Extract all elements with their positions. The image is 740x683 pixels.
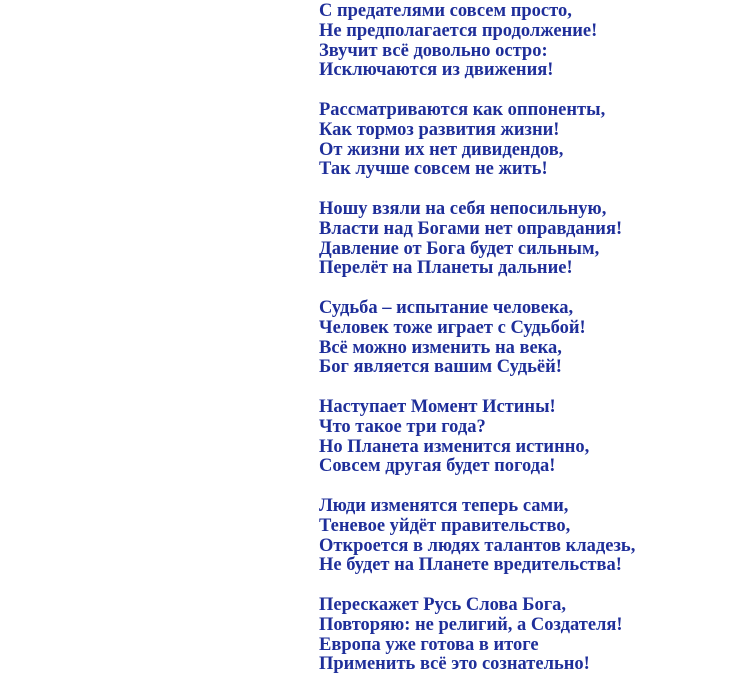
poem-line: Давление от Бога будет сильным, [319, 238, 600, 259]
poem-line: Власти над Богами нет оправдания! [319, 218, 623, 239]
stanza-6 [319, 497, 635, 576]
poem-line: Так лучше совсем не жить! [319, 159, 548, 180]
poem-line: Рассматриваются как оппоненты, [319, 99, 606, 120]
poem-line: Что такое три года? [319, 416, 486, 437]
poem-line: Повторяю: не религий, а Создателя! [319, 614, 623, 635]
poem-line: Звучит всё довольно остро: [319, 40, 548, 61]
stanza-7 [319, 596, 635, 675]
stanza-5 [319, 398, 635, 477]
poem-line: Совсем другая будет погода! [319, 456, 556, 477]
poem-line: Как тормоз развития жизни! [319, 119, 560, 140]
stanza-4 [319, 299, 635, 378]
poem-line: Применить всё это сознательно! [319, 654, 590, 675]
poem-line: Исключаются из движения! [319, 60, 554, 81]
poem-line: Перескажет Русь Слова Бога, [319, 594, 567, 615]
poem-line: Ношу взяли на себя непосильную, [319, 198, 607, 219]
stanza-2 [319, 101, 635, 180]
poem-line: Теневое уйдёт правительство, [319, 515, 571, 536]
poem-text [319, 2, 635, 675]
poem-line: Но Планета изменится истинно, [319, 436, 590, 457]
poem-line: Откроется в людях талантов кладезь, [319, 535, 636, 556]
poem-line: Судьба – испытание человека, [319, 297, 574, 318]
poem-line: Не будет на Планете вредительства! [319, 555, 622, 576]
poem-line: Наступает Момент Истины! [319, 396, 556, 417]
poem-line: Перелёт на Планеты дальние! [319, 258, 573, 279]
poem-line: Всё можно изменить на века, [319, 337, 562, 358]
poem-line: От жизни их нет дивидендов, [319, 139, 564, 160]
poem-line: С предателями совсем просто, [319, 1, 572, 21]
poem-line: Человек тоже играет с Судьбой! [319, 317, 586, 338]
poem-line: Не предполагается продолжение! [319, 20, 598, 41]
poem-line: Европа уже готова в итоге [319, 634, 539, 655]
poem-line: Бог является вашим Судьёй! [319, 357, 562, 378]
stanza-3 [319, 200, 635, 279]
poem-line: Люди изменятся теперь сами, [319, 495, 569, 516]
stanza-1 [319, 2, 635, 81]
